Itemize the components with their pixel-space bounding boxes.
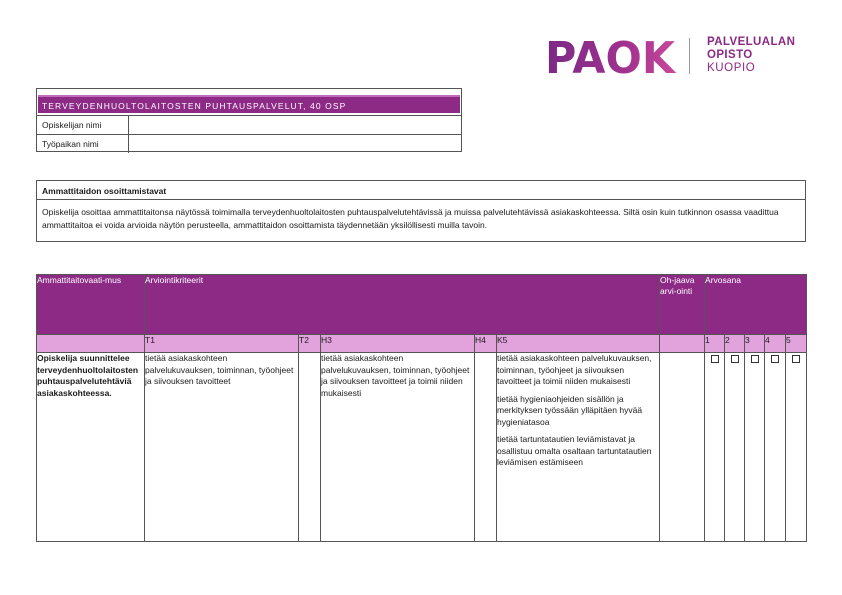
level-k5: K5 [497,335,660,353]
header-criteria: Arviointikriteerit [145,275,660,335]
demonstration-methods-box [36,180,806,242]
level-t2: T2 [299,335,321,353]
criteria-k5 [497,353,660,542]
logo-line-2: OPISTO [707,49,753,61]
grade-2-checkbox[interactable] [731,355,739,363]
criteria-k5-item: tietää hygieniaohjeiden sisällön ja merkityksen työssään ylläpitäen hyvää hygieniatasoa [497,393,643,427]
grade-3-checkbox[interactable] [751,355,759,363]
grade-5-cell [786,353,807,542]
grade-2-label: 2 [725,335,745,353]
level-h3: H3 [321,335,475,353]
grade-3-cell [745,353,765,542]
grade-1-cell [705,353,725,542]
student-name-label: Opiskelijan nimi [42,120,102,130]
student-info-table [36,88,462,152]
level-row [37,335,807,353]
logo-separator [689,38,690,74]
level-h4: H4 [475,335,497,353]
grade-3-label: 3 [745,335,765,353]
header-grade: Arvosana [705,275,807,335]
grade-4-cell [765,353,786,542]
logo-wordmark [707,36,795,75]
grade-5-checkbox[interactable] [792,355,800,363]
student-name-field[interactable] [128,116,462,134]
assessment-criteria-table [36,274,807,542]
grade-1-checkbox[interactable] [711,355,719,363]
workplace-name-label: Työpaikan nimi [42,139,99,149]
level-guided-empty [660,335,705,353]
module-title: TERVEYDENHUOLTOLAITOSTEN PUHTAUSPALVELUT, 40 OSP [38,95,460,113]
paok-logo [545,34,677,78]
criteria-k5-item: tietää tartuntatautien leviämistavat ja osallistuu omalta osaltaan tartuntatautien leviämisen estämiseen [497,434,652,467]
info-row-student [37,115,461,134]
demonstration-methods-text: Opiskelija osoittaa ammattitaitonsa näytössä toimimalla terveydenhuoltolaitosten puhtauspalvelutehtävissä ja muissa palvelutehtävissä asiakaskohteessa. Siltä osin kuin tutkinnon osassa vaadittua ammattitaitoa ei voida arvioida näytön perusteella, ammattitaidon osoittamista täydennetään yksilöllisesti muilla tavoin. [42,207,779,230]
header-competence: Ammattitaitovaati-mus [37,275,145,335]
criteria-row [37,353,807,542]
demonstration-methods-heading: Ammattitaidon osoittamistavat [37,181,805,200]
criteria-t1: tietää asiakaskohteen palvelukuvauksen, toiminnan, työohjeet ja siivouksen tavoitteet [145,353,299,542]
criteria-h4 [475,353,497,542]
grade-4-checkbox[interactable] [771,355,779,363]
grade-1-label: 1 [705,335,725,353]
info-row-workplace [37,134,461,153]
competence-requirement: Opiskelija suunnittelee terveydenhuoltolaitosten puhtauspalvelutehtäviä asiakaskohteessa. [37,353,145,542]
criteria-h3: tietää asiakaskohteen palvelukuvauksen, toiminnan, työohjeet ja siivouksen tavoitteet ja toimii niiden mukaisesti [321,353,475,542]
level-empty-cell [37,335,145,353]
grade-5-label: 5 [786,335,807,353]
workplace-name-field[interactable] [128,135,462,153]
grade-2-cell [725,353,745,542]
logo-line-3: KUOPIO [707,62,756,74]
logo-line-1: PALVELUALAN [707,36,796,48]
criteria-k5-item: tietää asiakaskohteen palvelukuvauksen, toiminnan, työohjeet ja siivouksen tavoitteet ja toimii niiden mukaisesti [497,353,652,386]
logo-mark-text: PAOK [545,34,677,78]
header-guided-assessment: Oh-jaava arvi-ointi [660,275,705,335]
header-row [37,275,807,335]
grade-4-label: 4 [765,335,786,353]
level-t1: T1 [145,335,299,353]
guided-assessment-cell[interactable] [660,353,705,542]
criteria-t2 [299,353,321,542]
